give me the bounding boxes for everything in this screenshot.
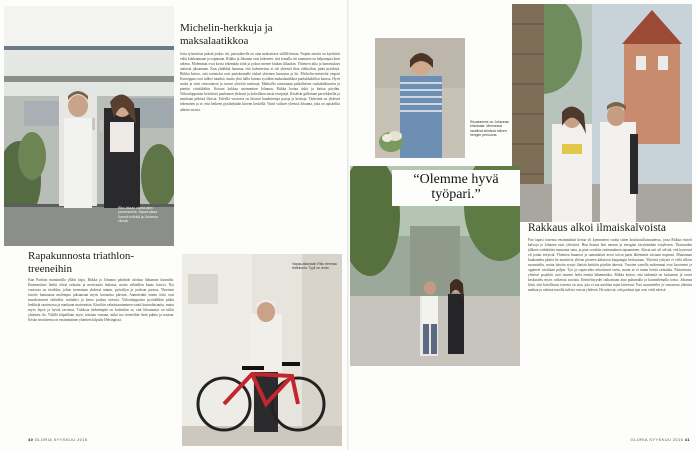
- left-issue: SYYSKUU 2016: [53, 437, 88, 442]
- right-section-heading: Rakkaus alkoi ilmaiskalvoista: [528, 222, 666, 234]
- left-page-folio: [28, 437, 88, 442]
- portrait-photo: [375, 38, 465, 158]
- pull-quote: “Olemme hyvä työpari.”: [392, 170, 520, 206]
- bike-photo-caption: Vapaa-aikanaan Riku treenaa triathlonia. Tyyli on rento.: [292, 262, 337, 271]
- portrait-photo-caption: Sisustamme on Johannan erikoisala. Mennessä nauttivat silmissä tulinen hengen persoona.: [470, 120, 510, 138]
- couple-house-photo: [512, 4, 692, 222]
- right-page-number: 41: [684, 437, 690, 442]
- left-main-article-text: [180, 52, 340, 247]
- right-magazine-name: GLORIA: [630, 437, 648, 442]
- couple-house-image: [512, 4, 692, 222]
- spread-gutter: [347, 0, 349, 450]
- left-page-number: 40: [28, 437, 34, 442]
- left-magazine-name: GLORIA: [34, 437, 53, 442]
- right-article-text: [528, 238, 692, 434]
- right-page-folio: [630, 437, 690, 442]
- triathlon-article-text: [28, 278, 174, 410]
- bike-photo: [182, 254, 342, 446]
- left-section-heading: Michelin-herkkuja ja maksalaatikkoa: [180, 22, 273, 47]
- portrait-image: [375, 38, 465, 158]
- triathlon-section-heading: Rapakunnosta triathlon-treeneihin: [28, 250, 135, 275]
- right-body-paragraph: Pari tapasi toisensa ensimmäistä kertaa yli kymmenen vuotta sitten koulutustilaisuudessa, jossa Riikka esitteli kalvoja ja Johanna istui yleisössä. Hän ihastui heti naurun ja energian sävyttämään esitykseen. Tilaisuuden jälkeen vaihdettiin muutama sana, ja pian sovittiin ensimmäinen tapaaminen. Alusta asti oli selvää, että kyseessä oli jotain erityistä. Yhteinen huumori ja samanlaiset arvot toivat parin lähemmäs toisiaan nopeasti. Muutaman kuukauden päästä he muuttivat yhteen pieneen kaksioon kaupungin keskustaan. Yhteistä yritystä ei vielä silloin suunniteltu, mutta ideoita syntyi iltaisin keittiön pöydän ääressä. Vuosien varrella molemmat ovat kasvaneet ja oppineet toisiltaan paljon. Työ ja vapaa-aika sekoittuvat usein, mutta se ei tunnu heistä raskaalta. Päinvastoin, yhteiset projektit ovat tuoneet heitä entistä lähemmäksi. Riikka kertoo, että tärkeintä on luottamus ja avoin keskustelu myös vaikeista asioista. Erimielisyydet ratkaistaan aina puhumalla ja kuuntelemalla toista. Johanna lisää, että kiitollisuus toisesta on asia, jota ei saa unohtaa arjen kiireessä. Pari suunnittelee jo seuraavaa yhteistä matkaa ja odottaa innolla tulevia vuosia yhdessä. He uskovat, että parhaat ajat ovat vielä edessä.: [528, 238, 692, 293]
- balcony-photo-caption: Riku lataan vapaa-ajan parannuksia. Vapaa-aikaa Samuli mökkiä ja Johanna viinejä.: [118, 206, 158, 224]
- main-body-paragraph: Jotta työasioista päästä joskus irti, parisuhteelle on aina maksettava välillä hintaa. Nopiin asioiin on kyettäivä vältä kohkaamaan ja sopimaan. Riikka ja Johanna ovat kokeneet, että lomalla irti saaminen on helpompaa kuin arkena. Molemmat ovat kovia tekemään töitä ja joskus menee hiukan liikaakin. Yhteinen aika ja harrastukset auttavat jaksamaan. Kun yhtäkkiä huomaa, että kalenterissa ei ole yhteistä iltaa viikkoihin, pitää pysähtyä. Riikka kertoo, että ravintolat ovat pariskunnalle tärkeä yhteinen harrastus ja ilo. Michelin-ravintolat ympäri Eurooppaa ovat tulleet tutuiksi, mutta yhtä lailla kotona syödään maksalaatikkoa puolukkahillon kanssa. Hyvä ruoka ja viini rentouttavat ja tuovat yhteisiä muistoja. Matkoilla tutustutaan paikalliseen ruokakulttuuriin ja pieniin viinitiloihin. Kotona kokkaa useimmiten Johanna, Riikka hoitaa tiskit ja kattaa pöydän. Viikonloppuisin keittiössä puuhataan yhdessä ja kokeillaan uusia reseptejä. Kesäisin grillataan parvekkeella ja nautitaan pitkistä illoista. Talvella vuorossa on hitaasti haudutettuja patoja ja keittoja. Tärkeintä on yhdessä tekeminen ja se, että hetkeen pysähdytään kiireen keskellä. Viinit valitsee yleensä Johanna, joka on opiskellut aihetta vuosia.: [180, 52, 340, 112]
- triathlon-body-paragraph: Kun Pariisin maratonilla yllätti kipu, Riikka ja Johanna päättivät aloittaa liikunnan kunnolla. Ensimmäiset lenkit olivat raskaita ja motivaatio hukassa, mutta vähitellen kunto kasvoi. Nyt vuorossa on triathlon, johon treenataan yhdessä uinnin, pyöräilyn ja juoksun parissa. Yhteinen tavoite kannustaa molempia jaksamaan myös huonoina päivinä. Aamulenkit ennen töitä ovat muodostuneet tärkeäksi rutiiniksi ja keino purkaa stressiä. Viikonloppuisin pyöräillään pitkiä lenkkejä saaristossa ja nautitaan maisemista. Kisoihin valmistautuminen vaatii kurinalaisuutta, mutta myös lepoa ja hyvää ravintoa. Tuloksia tärkeämpää on kuitenkin se, että liikunnasta on tullut yhteinen ilo. Välillä kilpaillaan myös toisiaan vastaan, mikä tuo treeneihin lisää puhtia ja naurua. Kesän tavoitteena on ensimmäinen yhteinen kilpailu Helsingissä.: [28, 278, 174, 323]
- right-issue: SYYSKUU 2016: [649, 437, 684, 442]
- bike-scene-image: [182, 254, 342, 446]
